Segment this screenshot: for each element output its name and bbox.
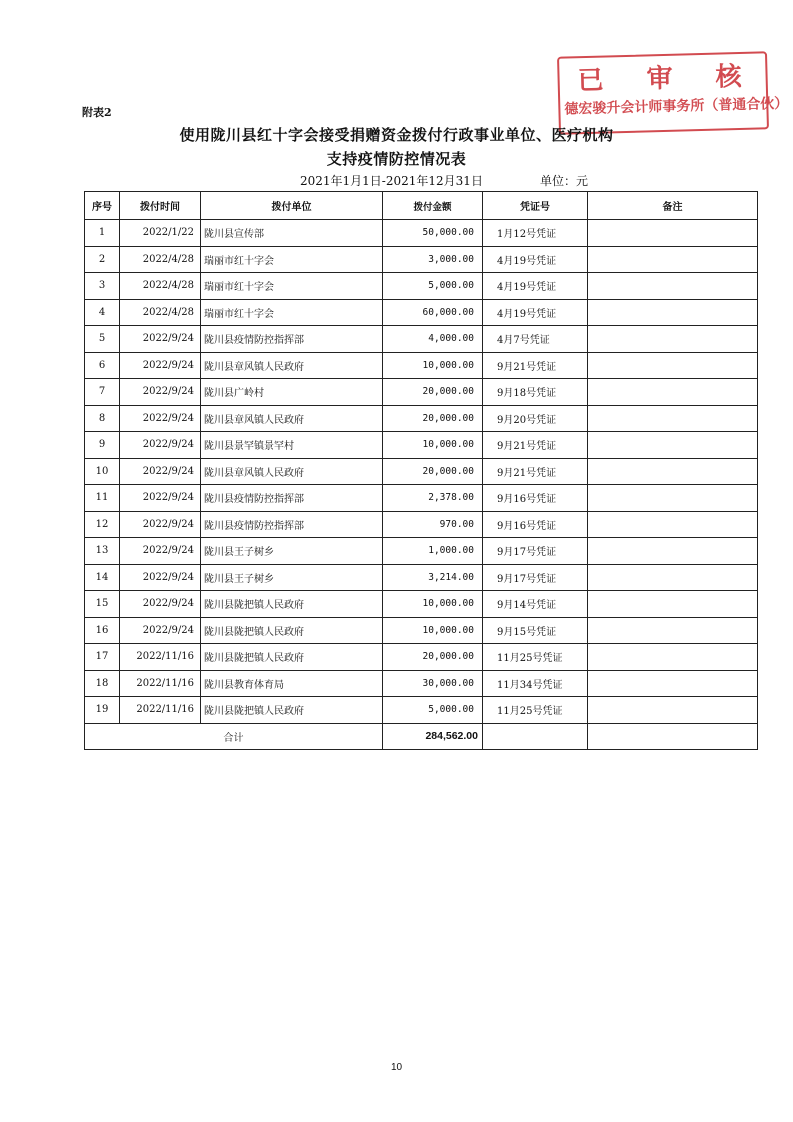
row-voucher: 9月15号凭证: [483, 617, 588, 644]
stamp-firm-name: 德宏骏升会计师事务所（普通合伙）: [564, 95, 789, 118]
row-number: 15: [85, 591, 120, 618]
row-remark: [588, 511, 758, 538]
row-remark: [588, 299, 758, 326]
row-unit: 陇川县章风镇人民政府: [201, 405, 383, 432]
row-voucher: 11月25号凭证: [483, 697, 588, 724]
row-amount: 10,000.00: [383, 617, 483, 644]
table-row: [85, 326, 758, 353]
row-voucher: 9月18号凭证: [483, 379, 588, 406]
row-number: 9: [85, 432, 120, 459]
row-number: 14: [85, 564, 120, 591]
row-voucher: 9月17号凭证: [483, 538, 588, 565]
row-date: 2022/9/24: [120, 405, 201, 432]
row-voucher: 4月19号凭证: [483, 273, 588, 300]
row-unit: 陇川县章风镇人民政府: [201, 352, 383, 379]
annex-label: 附表2: [82, 106, 112, 119]
row-amount: 5,000.00: [383, 697, 483, 724]
row-unit: 陇川县王子树乡: [201, 564, 383, 591]
row-date: 2022/9/24: [120, 564, 201, 591]
table-row: [85, 273, 758, 300]
row-unit: 陇川县疫情防控指挥部: [201, 326, 383, 353]
row-number: 19: [85, 697, 120, 724]
row-date: 2022/4/28: [120, 246, 201, 273]
table-header-row: [85, 192, 758, 220]
row-remark: [588, 485, 758, 512]
row-unit: 陇川县疫情防控指挥部: [201, 511, 383, 538]
row-number: 1: [85, 220, 120, 247]
row-amount: 20,000.00: [383, 644, 483, 671]
stamp-char: 审: [646, 63, 680, 95]
row-date: 2022/9/24: [120, 485, 201, 512]
table-row: [85, 697, 758, 724]
table-row: [85, 379, 758, 406]
row-remark: [588, 326, 758, 353]
row-number: 7: [85, 379, 120, 406]
total-remark-cell: [588, 723, 758, 750]
row-amount: 10,000.00: [383, 432, 483, 459]
row-voucher: 11月34号凭证: [483, 670, 588, 697]
stamp-audited-text: [577, 56, 748, 97]
row-voucher: 9月14号凭证: [483, 591, 588, 618]
row-date: 2022/11/16: [120, 670, 201, 697]
header-remark: 备注: [588, 192, 758, 220]
row-voucher: 9月17号凭证: [483, 564, 588, 591]
row-date: 2022/9/24: [120, 591, 201, 618]
audit-stamp: [557, 51, 789, 134]
row-voucher: 11月25号凭证: [483, 644, 588, 671]
row-voucher: 9月16号凭证: [483, 511, 588, 538]
table-row: [85, 458, 758, 485]
row-date: 2022/11/16: [120, 697, 201, 724]
row-number: 11: [85, 485, 120, 512]
table-body: [85, 220, 758, 724]
row-voucher: 9月21号凭证: [483, 458, 588, 485]
row-number: 2: [85, 246, 120, 273]
table-row: [85, 591, 758, 618]
table-row: [85, 432, 758, 459]
row-date: 2022/4/28: [120, 299, 201, 326]
row-remark: [588, 405, 758, 432]
row-remark: [588, 246, 758, 273]
row-voucher: 1月12号凭证: [483, 220, 588, 247]
stamp-char: 核: [715, 61, 748, 93]
total-amount: 284,562.00: [383, 723, 483, 750]
row-voucher: 4月19号凭证: [483, 299, 588, 326]
row-unit: 瑞丽市红十字会: [201, 299, 383, 326]
row-voucher: 9月21号凭证: [483, 432, 588, 459]
row-number: 16: [85, 617, 120, 644]
row-date: 2022/9/24: [120, 432, 201, 459]
row-remark: [588, 670, 758, 697]
row-date: 2022/9/24: [120, 511, 201, 538]
row-remark: [588, 352, 758, 379]
row-date: 2022/9/24: [120, 458, 201, 485]
row-remark: [588, 564, 758, 591]
row-unit: 陇川县陇把镇人民政府: [201, 591, 383, 618]
row-date: 2022/9/24: [120, 326, 201, 353]
row-number: 4: [85, 299, 120, 326]
row-unit: 陇川县宣传部: [201, 220, 383, 247]
row-amount: 50,000.00: [383, 220, 483, 247]
row-unit: 陇川县教育体育局: [201, 670, 383, 697]
row-amount: 4,000.00: [383, 326, 483, 353]
stamp-char: 已: [577, 65, 611, 97]
row-remark: [588, 458, 758, 485]
table-row: [85, 617, 758, 644]
row-amount: 1,000.00: [383, 538, 483, 565]
row-remark: [588, 697, 758, 724]
row-remark: [588, 591, 758, 618]
table-row: [85, 352, 758, 379]
table-row: [85, 220, 758, 247]
row-remark: [588, 379, 758, 406]
row-amount: 970.00: [383, 511, 483, 538]
row-number: 13: [85, 538, 120, 565]
row-number: 8: [85, 405, 120, 432]
row-number: 3: [85, 273, 120, 300]
row-amount: 3,214.00: [383, 564, 483, 591]
table-row: [85, 538, 758, 565]
document-subtitle: 支持疫情防控情况表: [326, 150, 467, 168]
row-amount: 2,378.00: [383, 485, 483, 512]
header-date: 拨付时间: [120, 192, 201, 220]
total-voucher-cell: [483, 723, 588, 750]
row-unit: 瑞丽市红十字会: [201, 273, 383, 300]
row-voucher: 4月7号凭证: [483, 326, 588, 353]
row-date: 2022/9/24: [120, 379, 201, 406]
row-remark: [588, 644, 758, 671]
document-title: 使用陇川县红十字会接受捐赠资金拨付行政事业单位、医疗机构: [179, 126, 614, 144]
header-amount: 拨付金额: [383, 192, 483, 220]
row-amount: 20,000.00: [383, 379, 483, 406]
row-voucher: 4月19号凭证: [483, 246, 588, 273]
row-amount: 3,000.00: [383, 246, 483, 273]
row-unit: 陇川县景罕镇景罕村: [201, 432, 383, 459]
header-no: 序号: [85, 192, 120, 220]
row-number: 10: [85, 458, 120, 485]
table-row: [85, 405, 758, 432]
table-row: [85, 644, 758, 671]
row-unit: 陇川县章风镇人民政府: [201, 458, 383, 485]
row-remark: [588, 617, 758, 644]
row-voucher: 9月16号凭证: [483, 485, 588, 512]
row-number: 5: [85, 326, 120, 353]
currency-unit: 单位：元: [540, 174, 589, 188]
row-unit: 陇川县陇把镇人民政府: [201, 697, 383, 724]
row-number: 12: [85, 511, 120, 538]
row-date: 2022/4/28: [120, 273, 201, 300]
table-row: [85, 670, 758, 697]
row-date: 2022/9/24: [120, 352, 201, 379]
header-voucher: 凭证号: [483, 192, 588, 220]
row-number: 17: [85, 644, 120, 671]
row-unit: 陇川县疫情防控指挥部: [201, 485, 383, 512]
total-label: 合计: [85, 723, 383, 750]
row-unit: 陇川县陇把镇人民政府: [201, 644, 383, 671]
row-unit: 陇川县广岭村: [201, 379, 383, 406]
row-voucher: 9月21号凭证: [483, 352, 588, 379]
row-unit: 瑞丽市红十字会: [201, 246, 383, 273]
header-unit: 拨付单位: [201, 192, 383, 220]
row-amount: 30,000.00: [383, 670, 483, 697]
row-remark: [588, 273, 758, 300]
row-voucher: 9月20号凭证: [483, 405, 588, 432]
row-date: 2022/11/16: [120, 644, 201, 671]
table-row: [85, 485, 758, 512]
row-unit: 陇川县陇把镇人民政府: [201, 617, 383, 644]
reporting-period: 2021年1月1日-2021年12月31日: [300, 174, 483, 188]
row-date: 2022/9/24: [120, 538, 201, 565]
disbursement-table: [84, 191, 758, 750]
row-remark: [588, 538, 758, 565]
row-date: 2022/9/24: [120, 617, 201, 644]
row-remark: [588, 432, 758, 459]
row-amount: 20,000.00: [383, 405, 483, 432]
row-number: 6: [85, 352, 120, 379]
row-amount: 10,000.00: [383, 591, 483, 618]
row-amount: 10,000.00: [383, 352, 483, 379]
row-date: 2022/1/22: [120, 220, 201, 247]
row-number: 18: [85, 670, 120, 697]
table-row: [85, 511, 758, 538]
table-row: [85, 299, 758, 326]
table-row: [85, 564, 758, 591]
row-amount: 20,000.00: [383, 458, 483, 485]
table-row: [85, 246, 758, 273]
total-row: [85, 723, 758, 750]
row-unit: 陇川县王子树乡: [201, 538, 383, 565]
row-amount: 5,000.00: [383, 273, 483, 300]
page-number: 10: [390, 1062, 403, 1073]
row-amount: 60,000.00: [383, 299, 483, 326]
row-remark: [588, 220, 758, 247]
